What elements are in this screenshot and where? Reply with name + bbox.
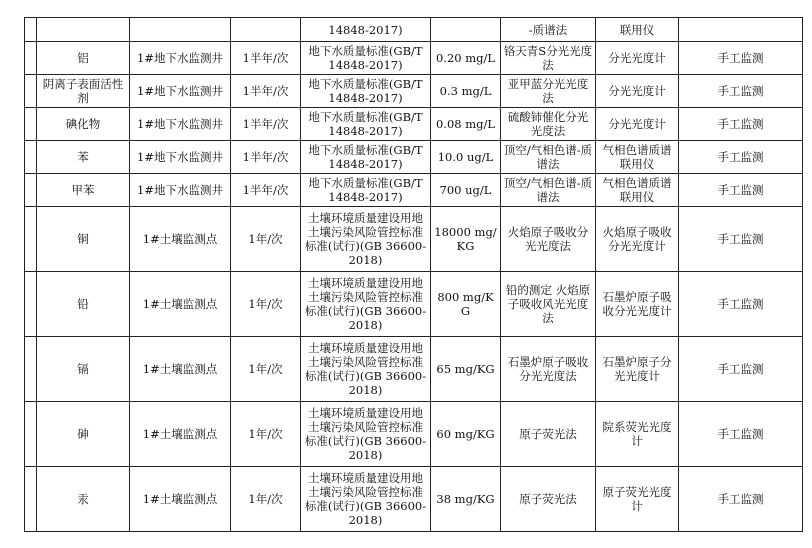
instrument-cell: 石墨炉原子吸收分光光度计	[596, 272, 679, 337]
pollutant-cell: 阴离子表面活性剂	[37, 75, 130, 108]
pollutant-cell: 镉	[37, 337, 130, 402]
method-cell: 铅的测定 火焰原子吸收风光光度法	[501, 272, 596, 337]
monitoring-point-cell: 1#土壤监测点	[130, 467, 231, 532]
table-row	[25, 272, 803, 337]
table-row	[25, 402, 803, 467]
mode-cell: 手工监测	[679, 75, 803, 108]
limit-cell: 38 mg/KG	[431, 467, 501, 532]
standard-cell: 土壤环境质量建设用地土壤污染风险管控标准标准(试行)(GB 36600-2018)	[301, 337, 431, 402]
margin-cell	[25, 337, 37, 402]
pollutant-cell: 铜	[37, 207, 130, 272]
limit-cell	[431, 18, 501, 42]
instrument-cell: 院系荧光光度计	[596, 402, 679, 467]
instrument-cell: 分光光度计	[596, 42, 679, 75]
pollutant-cell: 苯	[37, 141, 130, 174]
limit-cell: 700 ug/L	[431, 174, 501, 207]
standard-cell: 地下水质量标准(GB/T 14848-2017)	[301, 141, 431, 174]
monitoring-point-cell: 1#地下水监测井	[130, 42, 231, 75]
pollutant-cell: 铅	[37, 272, 130, 337]
standard-cell: 土壤环境质量建设用地土壤污染风险管控标准标准(试行)(GB 36600-2018)	[301, 272, 431, 337]
table-row	[25, 337, 803, 402]
monitoring-point-cell: 1#土壤监测点	[130, 402, 231, 467]
monitoring-table	[24, 17, 803, 532]
mode-cell: 手工监测	[679, 272, 803, 337]
margin-cell	[25, 467, 37, 532]
mode-cell: 手工监测	[679, 467, 803, 532]
instrument-cell: 联用仪	[596, 18, 679, 42]
pollutant-cell: 铝	[37, 42, 130, 75]
frequency-cell: 1半年/次	[231, 141, 301, 174]
frequency-cell: 1年/次	[231, 467, 301, 532]
frequency-cell	[231, 18, 301, 42]
monitoring-point-cell	[130, 18, 231, 42]
method-cell: 原子荧光法	[501, 467, 596, 532]
table-row	[25, 207, 803, 272]
method-cell: 铬天青S分光光度法	[501, 42, 596, 75]
monitoring-point-cell: 1#土壤监测点	[130, 272, 231, 337]
frequency-cell: 1半年/次	[231, 108, 301, 141]
limit-cell: 65 mg/KG	[431, 337, 501, 402]
margin-cell	[25, 108, 37, 141]
margin-cell	[25, 174, 37, 207]
mode-cell: 手工监测	[679, 108, 803, 141]
mode-cell: 手工监测	[679, 337, 803, 402]
monitoring-point-cell: 1#土壤监测点	[130, 337, 231, 402]
instrument-cell: 气相色谱质谱联用仪	[596, 174, 679, 207]
frequency-cell: 1年/次	[231, 402, 301, 467]
method-cell: 顶空/气相色谱-质谱法	[501, 141, 596, 174]
standard-cell: 地下水质量标准(GB/T 14848-2017)	[301, 75, 431, 108]
margin-cell	[25, 402, 37, 467]
mode-cell	[679, 18, 803, 42]
frequency-cell: 1半年/次	[231, 42, 301, 75]
margin-cell	[25, 207, 37, 272]
standard-cell: 土壤环境质量建设用地土壤污染风险管控标准标准(试行)(GB 36600-2018)	[301, 402, 431, 467]
limit-cell: 10.0 ug/L	[431, 141, 501, 174]
instrument-cell: 分光光度计	[596, 75, 679, 108]
instrument-cell: 火焰原子吸收分光光度计	[596, 207, 679, 272]
pollutant-cell: 甲苯	[37, 174, 130, 207]
standard-cell: 14848-2017)	[301, 18, 431, 42]
limit-cell: 0.08 mg/L	[431, 108, 501, 141]
limit-cell: 0.3 mg/L	[431, 75, 501, 108]
table-row	[25, 467, 803, 532]
monitoring-point-cell: 1#地下水监测井	[130, 174, 231, 207]
frequency-cell: 1半年/次	[231, 174, 301, 207]
frequency-cell: 1半年/次	[231, 75, 301, 108]
margin-cell	[25, 272, 37, 337]
mode-cell: 手工监测	[679, 42, 803, 75]
frequency-cell: 1年/次	[231, 337, 301, 402]
limit-cell: 0.20 mg/L	[431, 42, 501, 75]
frequency-cell: 1年/次	[231, 272, 301, 337]
method-cell: 亚甲蓝分光光度法	[501, 75, 596, 108]
monitoring-point-cell: 1#地下水监测井	[130, 108, 231, 141]
instrument-cell: 原子荧光光度计	[596, 467, 679, 532]
limit-cell: 800 mg/KG	[431, 272, 501, 337]
standard-cell: 地下水质量标准(GB/T 14848-2017)	[301, 108, 431, 141]
method-cell: 硫酸铈催化分光光度法	[501, 108, 596, 141]
instrument-cell: 分光光度计	[596, 108, 679, 141]
frequency-cell: 1年/次	[231, 207, 301, 272]
instrument-cell: 石墨炉原子分光光度计	[596, 337, 679, 402]
mode-cell: 手工监测	[679, 141, 803, 174]
method-cell: 顶空/气相色谱-质谱法	[501, 174, 596, 207]
pollutant-cell: 碘化物	[37, 108, 130, 141]
method-cell: -质谱法	[501, 18, 596, 42]
table-row	[25, 174, 803, 207]
limit-cell: 18000 mg/KG	[431, 207, 501, 272]
margin-cell	[25, 42, 37, 75]
table-row	[25, 75, 803, 108]
standard-cell: 土壤环境质量建设用地土壤污染风险管控标准标准(试行)(GB 36600-2018)	[301, 207, 431, 272]
method-cell: 火焰原子吸收分光光度法	[501, 207, 596, 272]
method-cell: 石墨炉原子吸收分光光度法	[501, 337, 596, 402]
mode-cell: 手工监测	[679, 174, 803, 207]
pollutant-cell: 砷	[37, 402, 130, 467]
margin-cell	[25, 141, 37, 174]
table-row	[25, 18, 803, 42]
pollutant-cell	[37, 18, 130, 42]
table-row	[25, 141, 803, 174]
margin-cell	[25, 18, 37, 42]
mode-cell: 手工监测	[679, 402, 803, 467]
table-row	[25, 42, 803, 75]
monitoring-point-cell: 1#土壤监测点	[130, 207, 231, 272]
margin-cell	[25, 75, 37, 108]
standard-cell: 土壤环境质量建设用地土壤污染风险管控标准标准(试行)(GB 36600-2018)	[301, 467, 431, 532]
method-cell: 原子荧光法	[501, 402, 596, 467]
pollutant-cell: 汞	[37, 467, 130, 532]
standard-cell: 地下水质量标准(GB/T 14848-2017)	[301, 42, 431, 75]
standard-cell: 地下水质量标准(GB/T 14848-2017)	[301, 174, 431, 207]
monitoring-point-cell: 1#地下水监测井	[130, 75, 231, 108]
mode-cell: 手工监测	[679, 207, 803, 272]
monitoring-point-cell: 1#地下水监测井	[130, 141, 231, 174]
instrument-cell: 气相色谱质谱联用仪	[596, 141, 679, 174]
table-row	[25, 108, 803, 141]
limit-cell: 60 mg/KG	[431, 402, 501, 467]
